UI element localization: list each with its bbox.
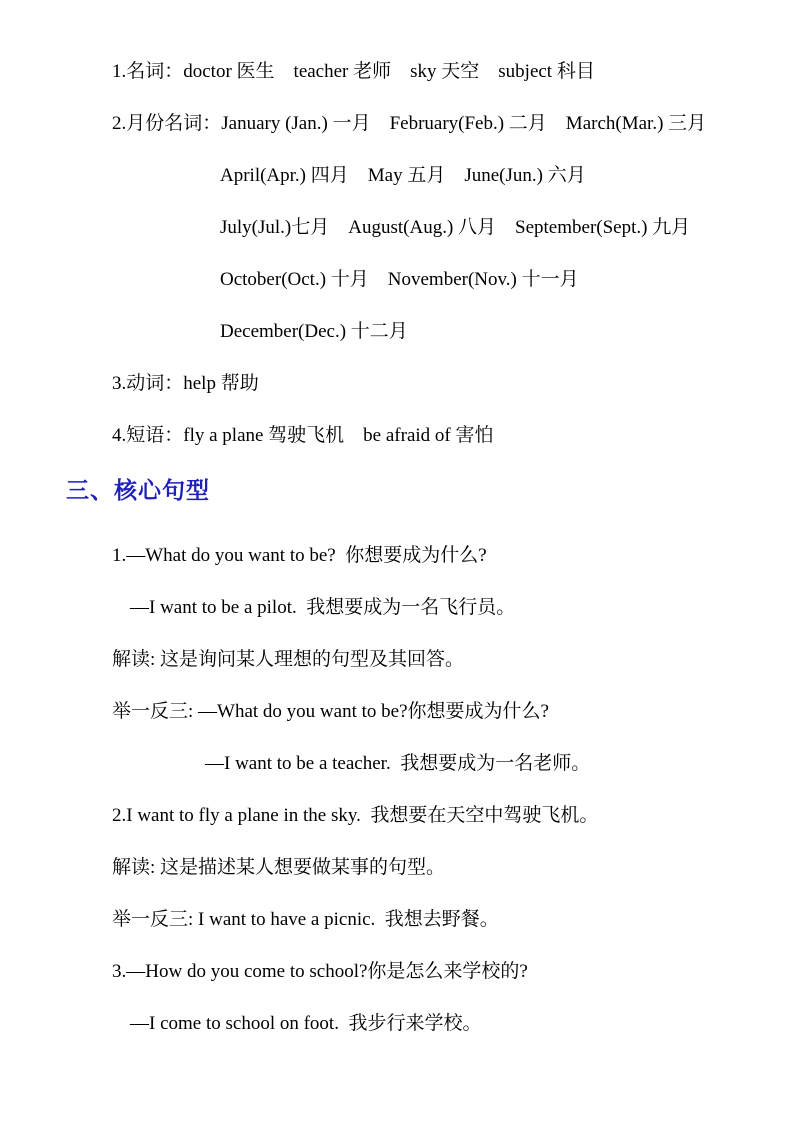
vocab-months-line-1: 2.月份名词：January (Jan.) 一月 February(Feb.) 二月 March(Mar.) 三月 bbox=[112, 113, 707, 134]
sentence-3-answer: —I come to school on foot. 我步行来学校。 bbox=[130, 1013, 482, 1034]
vocab-verbs-line: 3.动词：help 帮助 bbox=[112, 373, 259, 394]
sentence-2-statement: 2.I want to fly a plane in the sky. 我想要在天空中驾驶飞机。 bbox=[112, 805, 599, 826]
extension-1-answer: —I want to be a teacher. 我想要成为一名老师。 bbox=[205, 753, 591, 774]
vocab-nouns-line: 1.名词：doctor 医生 teacher 老师 sky 天空 subject 科目 bbox=[112, 61, 595, 82]
sentence-1-answer: —I want to be a pilot. 我想要成为一名飞行员。 bbox=[130, 597, 516, 618]
vocab-months-line-4: October(Oct.) 十月 November(Nov.) 十一月 bbox=[220, 269, 579, 290]
section-heading-core-sentences: 三、核心句型 bbox=[66, 477, 210, 503]
extension-1-question: 举一反三: —What do you want to be?你想要成为什么? bbox=[112, 701, 549, 722]
extension-2-statement: 举一反三: I want to have a picnic. 我想去野餐。 bbox=[112, 909, 499, 930]
sentence-1-question: 1.—What do you want to be? 你想要成为什么? bbox=[112, 545, 487, 566]
sentence-1-note: 解读: 这是询问某人理想的句型及其回答。 bbox=[112, 649, 465, 670]
sentence-3-question: 3.—How do you come to school?你是怎么来学校的? bbox=[112, 961, 528, 982]
sentence-2-note: 解读: 这是描述某人想要做某事的句型。 bbox=[112, 857, 446, 878]
vocab-months-line-3: July(Jul.)七月 August(Aug.) 八月 September(Sept.) 九月 bbox=[220, 217, 691, 238]
vocab-months-line-5: December(Dec.) 十二月 bbox=[220, 321, 408, 342]
vocab-phrases-line: 4.短语：fly a plane 驾驶飞机 be afraid of 害怕 bbox=[112, 425, 494, 446]
vocab-months-line-2: April(Apr.) 四月 May 五月 June(Jun.) 六月 bbox=[220, 165, 586, 186]
